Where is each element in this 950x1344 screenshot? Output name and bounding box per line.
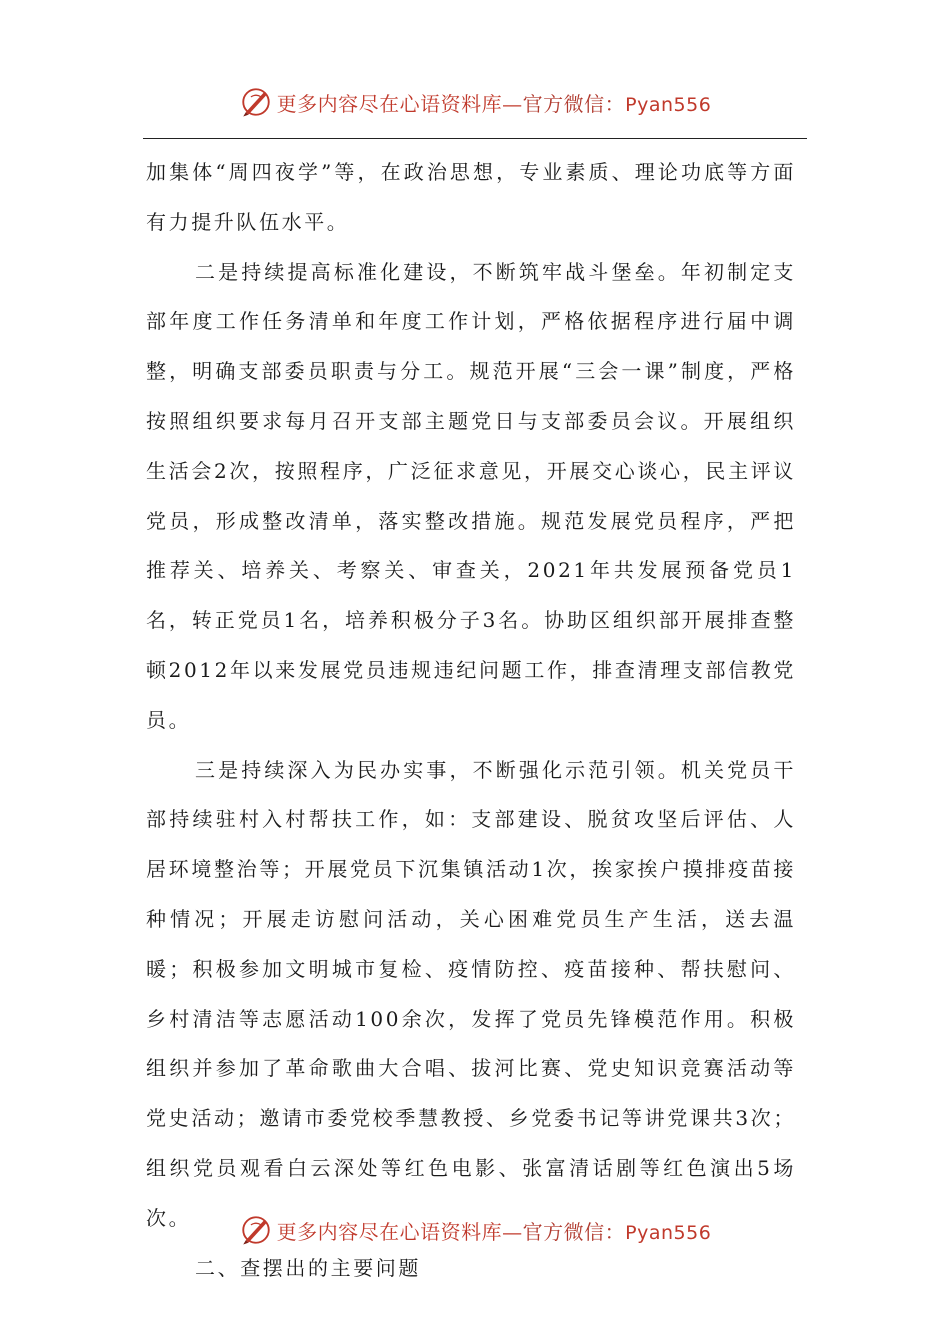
site-name: 更多内容尽在心语资料库 xyxy=(276,1219,503,1244)
paragraph-standardization: 二是持续提高标准化建设，不断筑牢战斗堡垒。年初制定支部年度工作任务清单和年度工作计划，严格依据程序进行届中调整，明确支部委员职责与分工。规范开展“三会一课”制度，严格按照组织要求每月召开支部主题党日与支部委员会议。开展组织生活会2次，按照程序，广泛征求意见，开展交心谈心，民主评议党员，形成整改清单，落实整改措施。规范发展党员程序，严把推荐关、培养关、考察关、审查关，2021年共发展预备党员1名，转正党员1名，培养积极分子3名。协助区组织部开展排查整顿2012年以来发展党员违规违纪问题工作，排查清理支部信教党员。 xyxy=(146,259,796,732)
header-watermark-banner xyxy=(0,82,950,122)
paragraph-community-service: 三是持续深入为民办实事，不断强化示范引领。机关党员干部持续驻村入村帮扶工作，如：支部建设、脱贫攻坚后评估、人居环境整治等；开展党员下沉集镇活动1次，挨家挨户摸排疫苗接种情况；开展走访慰问活动，关心困难党员生产生活，送去温暖；积极参加文明城市复检、疫情防控、疫苗接种、帮扶慰问、乡村清洁等志愿活动100余次，发挥了党员先锋模范作用。积极组织并参加了革命歌曲大合唱、拔河比赛、党史知识竞赛活动等党史活动；邀请市委党校季慧教授、乡党委书记等讲党课共3次；组织党员观看白云深处等红色电影、张富清话剧等红色演出5场次。 xyxy=(146,757,796,1230)
document-body xyxy=(146,148,796,1293)
wechat-id: Pyan556 xyxy=(625,1221,712,1244)
wechat-label: 官方微信： xyxy=(522,1219,626,1244)
wechat-id: Pyan556 xyxy=(625,93,712,116)
watermark-text xyxy=(277,88,712,117)
pen-logo-icon xyxy=(239,85,273,119)
banner-separator: — xyxy=(502,1219,523,1244)
site-name: 更多内容尽在心语资料库 xyxy=(276,91,503,116)
header-rule xyxy=(143,138,807,139)
watermark-text xyxy=(277,1216,712,1245)
paragraph-continuation: 加集体“周四夜学”等，在政治思想，专业素质、理论功底等方面有力提升队伍水平。 xyxy=(146,160,796,234)
pen-logo-icon xyxy=(239,1213,273,1247)
footer-watermark-banner xyxy=(0,1210,950,1250)
section-heading-main-problems: 二、查摆出的主要问题 xyxy=(195,1255,421,1280)
wechat-label: 官方微信： xyxy=(522,91,626,116)
banner-separator: — xyxy=(502,91,523,116)
